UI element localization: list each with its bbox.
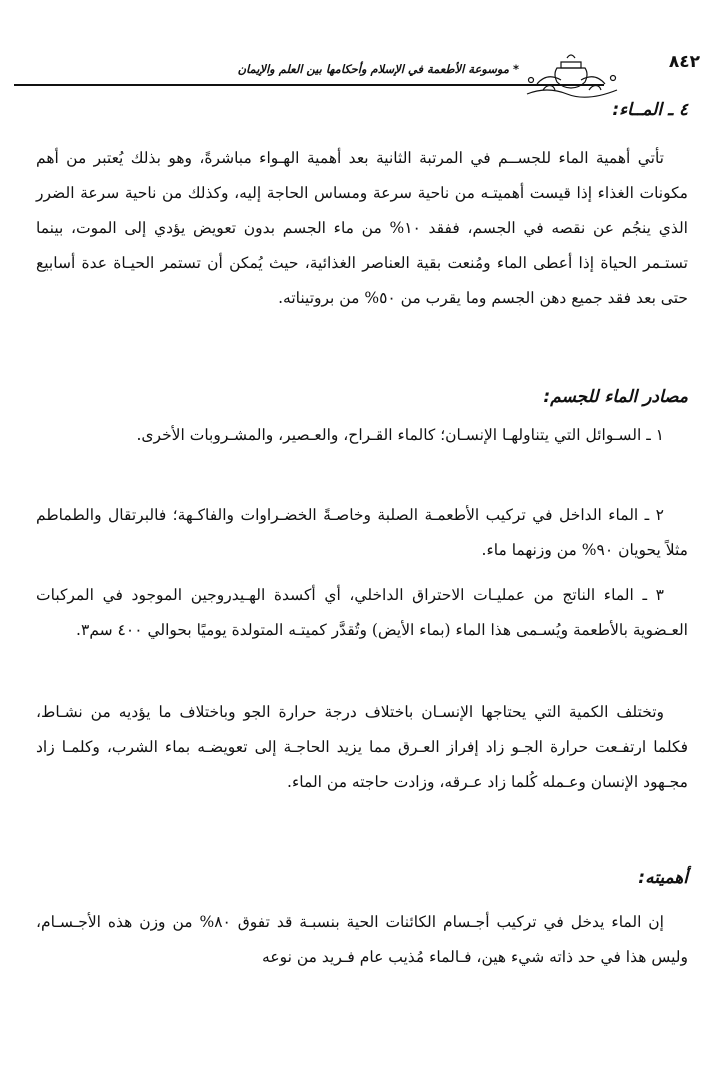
page-number: ٨٤٢ [668,52,700,72]
paragraph: تأتي أهمية الماء للجســم في المرتبة الثانية بعد أهمية الهـواء مباشرةً، وهو بذلك يُعتبر من أهم مكونات الغذاء إذا قيست أهميتـه من ناحية سرعة ومساس الحاجة إليه، وكذلك من ناحية سرعة الضرر الذي ينجُم عن نقصه في الجسم، ففقد ١٠% من ماء الجسم بدون تعويض يؤدي إلى الموت، بينما تستـمر الحياة إذا أعطى الماء ومُنعت بقية العناصر الغذائية، حيث يُمكن أن تستمر الحيـاة عدة أسابيع حتى بعد فقد جميع دهن الجسم وما يقرب من ٥٠% من بروتيناته. [36,149,688,307]
list-item: ٣ ـ الماء الناتج من عمليـات الاحتراق الداخلي، أي أكسدة الهـيدروجين الموجود في المركبات العـضوية بالأطعمة ويُسـمى هذا الماء (بماء الأيض) وتُقدَّر كميتـه المتولدة يوميًا بحوالي ٤٠٠ سم٣. [36,586,688,639]
header-rule [14,84,604,86]
page-header [14,50,712,98]
paragraph: إن الماء يدخل في تركيب أجـسام الكائنات الحية بنسبـة قد تفوق ٨٠% من وزن هذه الأجـسـام، وليس هذا في حد ذاته شيء هين، فـالماء مُذيب عام فـريد من نوعه [36,913,688,966]
list-item: ٢ ـ الماء الداخل في تركيب الأطعمـة الصلبة وخاصـةً الخضـراوات والفاكـهة؛ فالبرتقال والطماطم مثلاً يحويان ٩٠% من وزنهما ماء. [36,506,688,559]
list-item: ١ ـ السـوائل التي يتناولهـا الإنسـان؛ كالماء القـراح، والعـصير، والمشـروبات الأخرى. [136,426,664,444]
floral-vase-ornament-icon [517,50,627,100]
paragraph: وتختلف الكمية التي يحتاجها الإنسـان باختلاف درجة حرارة الجو وباختلاف ما يؤديه من نشـاط، فكلما ارتفـعت حرارة الجـو زاد إفراز العـرق مما يزيد الحاجـة إلى تعويضـه بماء الشرب، وكلمـا زاد مجـهود الإنسان وعـمله كُلما زاد عـرقه، وزادت حاجته من الماء. [36,703,688,791]
section-heading-water-sources: مصادر الماء للجسم: [543,387,688,407]
section-heading-water: ٤ ـ المــاء: [612,100,688,120]
section-heading-importance: أهميته: [638,868,688,888]
running-title: * موسوعة الأطعمة في الإسلام وأحكامها بين العلم والإيمان [237,62,519,76]
